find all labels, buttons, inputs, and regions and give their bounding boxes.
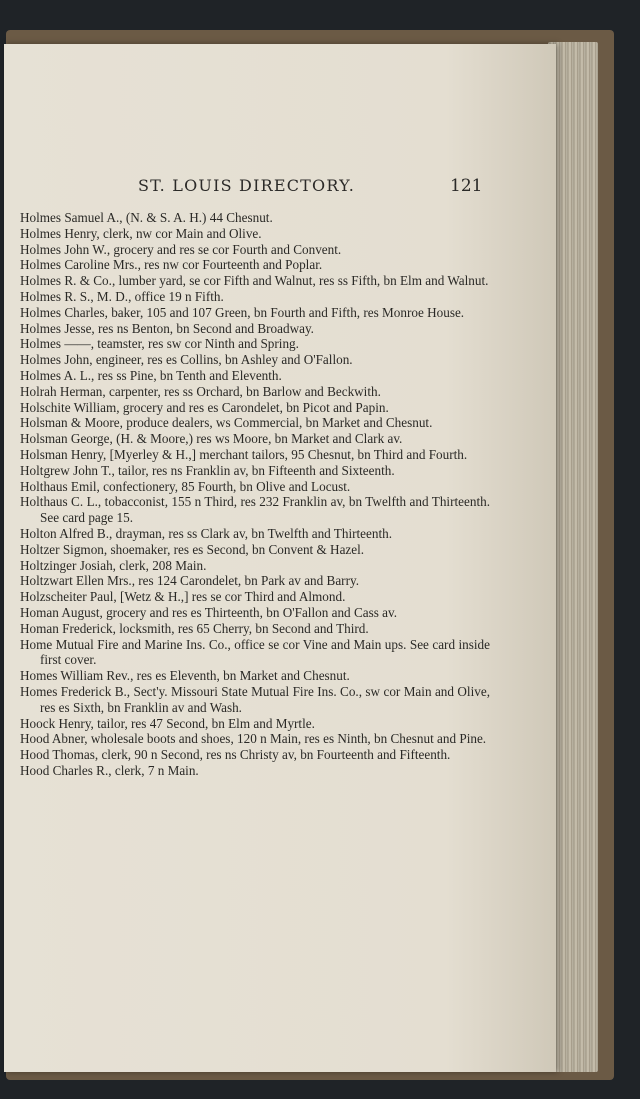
directory-entry: Holmes R. S., M. D., office 19 n Fifth. [20, 288, 224, 304]
directory-entry: Holrah Herman, carpenter, res ss Orchard, bn Barlow and Beckwith. [20, 383, 381, 399]
directory-entry: Hood Charles R., clerk, 7 n Main. [20, 762, 199, 778]
directory-page [4, 44, 556, 1072]
directory-entry: Hoock Henry, tailor, res 47 Second, bn Elm and Myrtle. [20, 715, 315, 731]
directory-entry: Home Mutual Fire and Marine Ins. Co., office se cor Vine and Main ups. See card inside first cover. [20, 636, 490, 668]
directory-entry: Holmes John, engineer, res es Collins, bn Ashley and O'Fallon. [20, 352, 353, 368]
directory-entry: Homes Frederick B., Sect'y. Missouri State Mutual Fire Ins. Co., sw cor Main and Olive, res es Sixth, bn Franklin av and Wash. [20, 683, 490, 715]
directory-entry: Holsman Henry, [Myerley & H.,] merchant tailors, 95 Chesnut, bn Third and Fourth. [20, 446, 468, 462]
directory-entry: Holmes A. L., res ss Pine, bn Tenth and Eleventh. [20, 367, 282, 383]
directory-entry: Holmes Jesse, res ns Benton, bn Second and Broadway. [20, 320, 314, 336]
directory-entry: Holzscheiter Paul, [Wetz & H.,] res se cor Third and Almond. [20, 589, 346, 605]
directory-entry: Hood Thomas, clerk, 90 n Second, res ns Christy av, bn Fourteenth and Fifteenth. [20, 747, 451, 763]
directory-entry: Holschite William, grocery and res es Carondelet, bn Picot and Papin. [20, 399, 389, 415]
directory-entry: Holmes John W., grocery and res se cor Fourth and Convent. [20, 241, 342, 257]
directory-entry: Holmes Samuel A., (N. & S. A. H.) 44 Chesnut. [20, 210, 273, 225]
page-number: 121 [450, 176, 483, 196]
directory-entry: Holtzer Sigmon, shoemaker, res es Second, bn Convent & Hazel. [20, 541, 365, 557]
directory-entry: Holmes Caroline Mrs., res nw cor Fourteenth and Poplar. [20, 257, 323, 273]
directory-entry: Holmes Charles, baker, 105 and 107 Green, bn Fourth and Fifth, res Monroe House. [20, 304, 465, 320]
directory-entry: Homes William Rev., res es Eleventh, bn Market and Chesnut. [20, 668, 350, 684]
directory-entry: Holton Alfred B., drayman, res ss Clark av, bn Twelfth and Thirteenth. [20, 525, 393, 541]
directory-entries [20, 210, 490, 779]
directory-entry: Holtgrew John T., tailor, res ns Franklin av, bn Fifteenth and Sixteenth. [20, 462, 395, 478]
directory-entry: Hood Abner, wholesale boots and shoes, 120 n Main, res es Ninth, bn Chesnut and Pine. [20, 731, 487, 747]
directory-entry: Homan August, grocery and res es Thirteenth, bn O'Fallon and Cass av. [20, 604, 398, 620]
directory-entry: Homan Frederick, locksmith, res 65 Cherry, bn Second and Third. [20, 620, 369, 636]
directory-entry: Holthaus C. L., tobacconist, 155 n Third, res 232 Franklin av, bn Twelfth and Thirteenth. See card page 15. [20, 494, 490, 526]
directory-entry: Holsman George, (H. & Moore,) res ws Moore, bn Market and Clark av. [20, 431, 403, 447]
directory-entry: Holsman & Moore, produce dealers, ws Commercial, bn Market and Chesnut. [20, 415, 433, 431]
directory-entry: Holthaus Emil, confectionery, 85 Fourth, bn Olive and Locust. [20, 478, 351, 494]
directory-entry: Holmes R. & Co., lumber yard, se cor Fifth and Walnut, res ss Fifth, bn Elm and Walnut. [20, 273, 489, 289]
directory-entry: Holtzwart Ellen Mrs., res 124 Carondelet, bn Park av and Barry. [20, 573, 359, 589]
running-title: ST. LOUIS DIRECTORY. [138, 176, 356, 195]
directory-entry: Holmes ——, teamster, res sw cor Ninth and Spring. [20, 336, 299, 352]
directory-entry: Holtzinger Josiah, clerk, 208 Main. [20, 557, 207, 573]
directory-entry: Holmes Henry, clerk, nw cor Main and Olive. [20, 225, 262, 241]
